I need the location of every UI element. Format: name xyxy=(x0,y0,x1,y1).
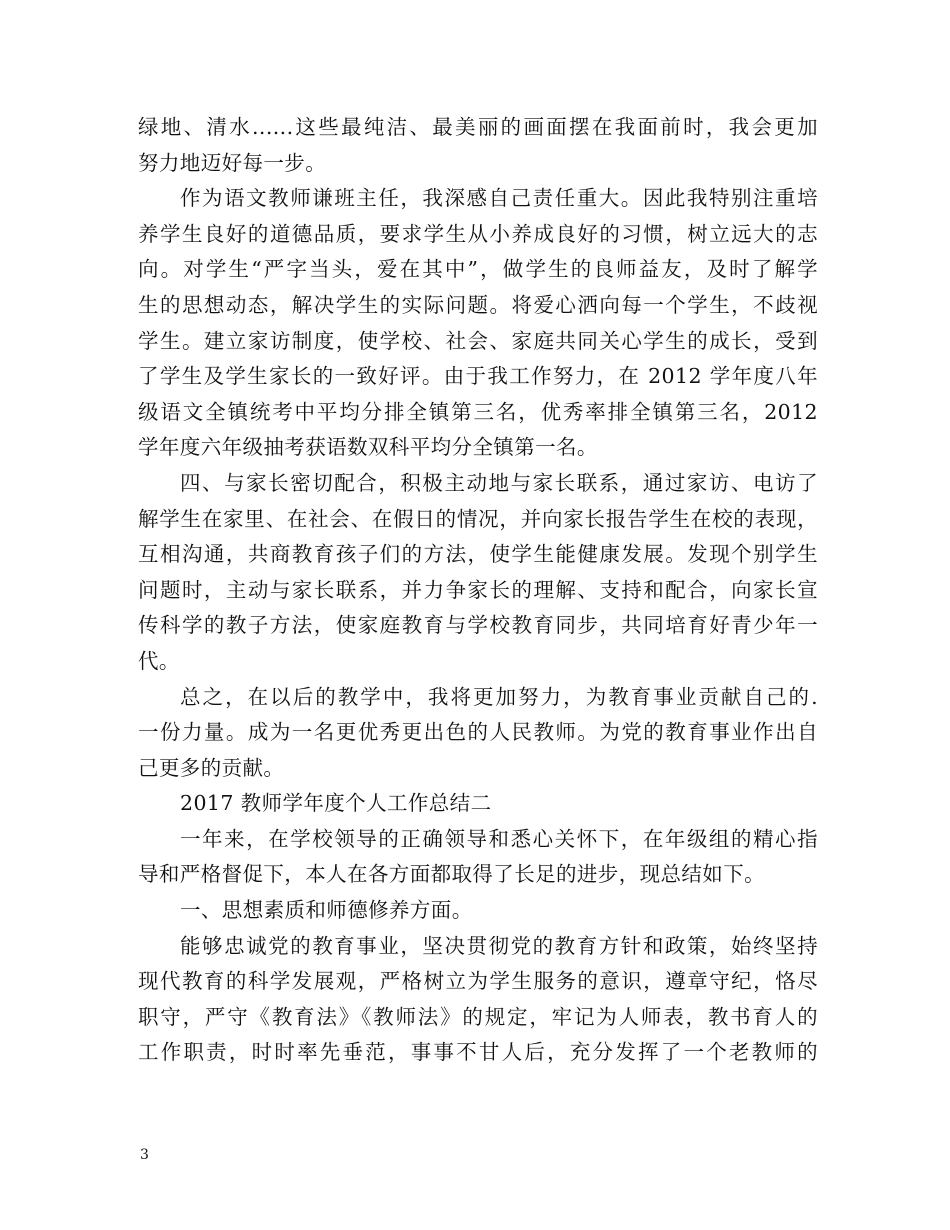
text-line: 了学生及学生家长的一致好评。由于我工作努力，在 2012 学年度八年 xyxy=(138,364,818,389)
text-line: 学年度六年级抽考获语数双科平均分全镇第一名。 xyxy=(138,435,598,460)
text-line: 代。 xyxy=(138,648,180,673)
text-line: 作为语文教师谦班主任，我深感自己责任重大。因此我特别注重培 xyxy=(180,186,818,211)
text-line: 向。对学生“严字当头，爱在其中”，做学生的良师益友，及时了解学 xyxy=(138,257,818,282)
document-body xyxy=(138,110,818,1071)
text-line: 学生。建立家访制度，使学校、社会、家庭共同关心学生的成长，受到 xyxy=(138,328,818,353)
text-line: 互相沟通，共商教育孩子们的方法，使学生能健康发展。发现个别学生 xyxy=(138,542,818,567)
text-line: 一份力量。成为一名更优秀更出色的人民教师。为党的教育事业作出自 xyxy=(138,720,818,745)
text-line: 级语文全镇统考中平均分排全镇第三名，优秀率排全镇第三名，2012 xyxy=(138,399,818,424)
text-line: 能够忠诚党的教育事业，坚决贯彻党的教育方针和政策，始终坚持 xyxy=(180,933,818,958)
text-line: 养学生良好的道德品质，要求学生从小养成良好的习惯，树立远大的志 xyxy=(138,221,818,246)
text-line: 现代教育的科学发展观，严格树立为学生服务的意识，遵章守纪，恪尽 xyxy=(138,969,818,994)
page-number: 3 xyxy=(140,1147,149,1163)
text-line: 总之，在以后的教学中，我将更加努力，为教育事业贡献自己的. xyxy=(180,684,818,709)
text-line: 工作职责，时时率先垂范，事事不甘人后，充分发挥了一个老教师的 xyxy=(138,1040,818,1065)
text-line: 导和严格督促下，本人在各方面都取得了长足的进步，现总结如下。 xyxy=(138,862,765,887)
text-line: 传科学的教子方法，使家庭教育与学校教育同步，共同培育好青少年一 xyxy=(138,613,818,638)
text-line: 2017 教师学年度个人工作总结二 xyxy=(180,791,492,816)
text-line: 一年来，在学校领导的正确领导和悉心关怀下，在年级组的精心指 xyxy=(180,826,818,851)
text-line: 绿地、清水......这些最纯洁、最美丽的画面摆在我面前时，我会更加 xyxy=(138,115,818,139)
text-line: 问题时，主动与家长联系，并力争家长的理解、支持和配合，向家长宣 xyxy=(138,577,818,602)
text-line: 解学生在家里、在社会、在假日的情况，并向家长报告学生在校的表现， xyxy=(138,506,818,531)
text-line: 职守，严守《教育法》《教师法》的规定，牢记为人师表，教书育人的 xyxy=(138,1004,818,1029)
text-line: 生的思想动态，解决学生的实际问题。将爱心洒向每一个学生，不歧视 xyxy=(138,292,818,317)
text-line: 一、思想素质和师德修养方面。 xyxy=(180,898,473,923)
text-line: 己更多的贡献。 xyxy=(138,755,285,780)
text-line: 努力地迈好每一步。 xyxy=(138,150,327,175)
text-line: 四、与家长密切配合，积极主动地与家长联系，通过家访、电访了 xyxy=(180,470,818,495)
